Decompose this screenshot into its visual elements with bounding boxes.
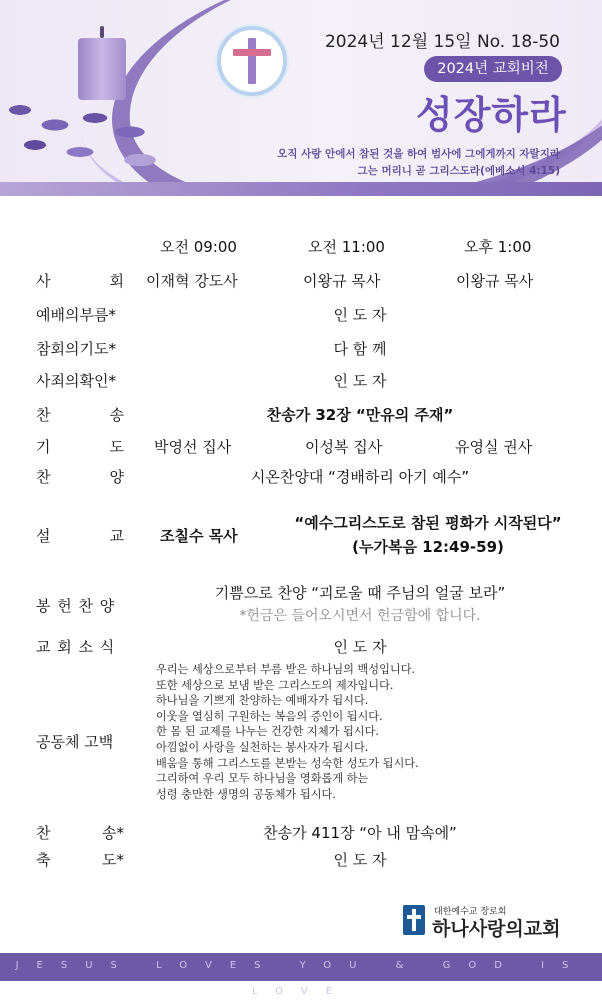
- community-confession-text: [156, 662, 419, 802]
- choir-value: 시온찬양대 “경배하리 아기 예수”: [250, 468, 470, 486]
- offering-value: 기쁨으로 찬양 “괴로울 때 주님의 얼굴 보라”: [214, 584, 506, 602]
- verse-line-2: 그는 머리니 곧 그리스도라(에베소서 4:15): [357, 165, 560, 177]
- confession-line: 성령 충만한 생명의 공동체가 됩시다.: [156, 787, 336, 801]
- sermon-preacher: 조칠수 목사: [160, 527, 238, 545]
- label-sermon: 설 교: [36, 527, 124, 545]
- confession-line: 하나님을 기쁘게 찬양하는 예배자가 됩시다.: [156, 694, 369, 708]
- bulletin-date: 2024년 12월 15일 No. 18-50: [324, 32, 560, 52]
- benediction-value: 인 도 자: [333, 851, 387, 869]
- label-absolution: 사죄의확인*: [36, 372, 116, 390]
- vision-badge: 2024년 교회비전: [424, 56, 562, 82]
- vision-verse: [277, 146, 560, 180]
- call-value: 인 도 자: [333, 306, 387, 324]
- church-cross-icon: [403, 905, 425, 935]
- confession-line: 우리는 세상으로부터 부름 받은 하나님의 백성입니다.: [156, 663, 416, 676]
- leader-3: 이왕규 목사: [456, 272, 534, 290]
- label-leader: 사 회: [36, 272, 124, 290]
- leader-1: 이재혁 강도사: [146, 272, 238, 290]
- vision-title: 성장하라: [416, 93, 567, 137]
- confession-prayer-value: 다 함 께: [333, 340, 387, 358]
- church-denomination: 대한예수교 장로회: [434, 907, 507, 917]
- candle-image: [78, 38, 126, 100]
- prayer-2: 이성복 집사: [305, 438, 383, 456]
- label-community-confession: 공동체 고백: [36, 733, 114, 751]
- sermon-title: “예수그리스도로 참된 평화가 시작된다”: [294, 514, 562, 532]
- confession-line: 또한 세상으로 보냄 받은 그리스도의 제자입니다.: [156, 678, 394, 692]
- label-offering: 봉 헌 찬 양: [36, 597, 116, 615]
- confession-line: 한 몸 된 교제를 나누는 건강한 지체가 됩시다.: [156, 725, 379, 739]
- label-benediction: 축 도*: [36, 851, 124, 869]
- leader-2: 이왕규 목사: [303, 272, 381, 290]
- service-time-3: 오후 1:00: [464, 238, 532, 256]
- candle-wick: [100, 26, 104, 38]
- offering-note: *헌금은 들어오시면서 헌금함에 합니다.: [239, 608, 481, 624]
- label-prayer: 기 도: [36, 438, 124, 456]
- absolution-value: 인 도 자: [333, 372, 387, 390]
- church-name: 하나사랑의교회: [432, 918, 561, 940]
- label-hymn2: 찬 송*: [36, 824, 124, 842]
- label-choir: 찬 양: [36, 468, 124, 486]
- label-confession-prayer: 참회의기도*: [36, 340, 116, 358]
- prayer-1: 박영선 집사: [154, 438, 232, 456]
- label-news: 교 회 소 식: [36, 638, 116, 656]
- label-call: 예배의부름*: [36, 306, 116, 324]
- verse-line-1: 오직 사랑 안에서 참된 것을 하여 범사에 그에게까지 자랄지라: [277, 148, 560, 160]
- news-value: 인 도 자: [333, 638, 387, 656]
- prayer-3: 유영실 권사: [455, 438, 533, 456]
- hymn1-value: 찬송가 32장 “만유의 주재”: [266, 406, 454, 424]
- service-time-1: 오전 09:00: [160, 238, 237, 256]
- header-bottom-band: [0, 182, 602, 196]
- bulletin-header: [0, 0, 602, 190]
- service-time-2: 오전 11:00: [308, 238, 385, 256]
- footer-motto: JESUS LOVES YOU & GOD IS LOVE: [15, 960, 587, 997]
- sermon-scripture: (누가복음 12:49-59): [352, 538, 504, 556]
- confession-line: 그리하여 우리 모두 하나님을 영화롭게 하는: [156, 772, 369, 786]
- confession-line: 아낌없이 사랑을 실천하는 봉사자가 됩시다.: [156, 740, 369, 754]
- church-logo: [403, 904, 575, 938]
- label-hymn1: 찬 송: [36, 406, 124, 424]
- confession-line: 이웃을 열심히 구원하는 복음의 증인이 됩시다.: [156, 709, 383, 723]
- hymn2-value: 찬송가 411장 “아 내 맘속에”: [263, 824, 457, 842]
- confession-line: 배움을 통해 그리스도를 본받는 성숙한 성도가 됩시다.: [156, 756, 419, 770]
- cross-emblem-icon: [217, 26, 287, 96]
